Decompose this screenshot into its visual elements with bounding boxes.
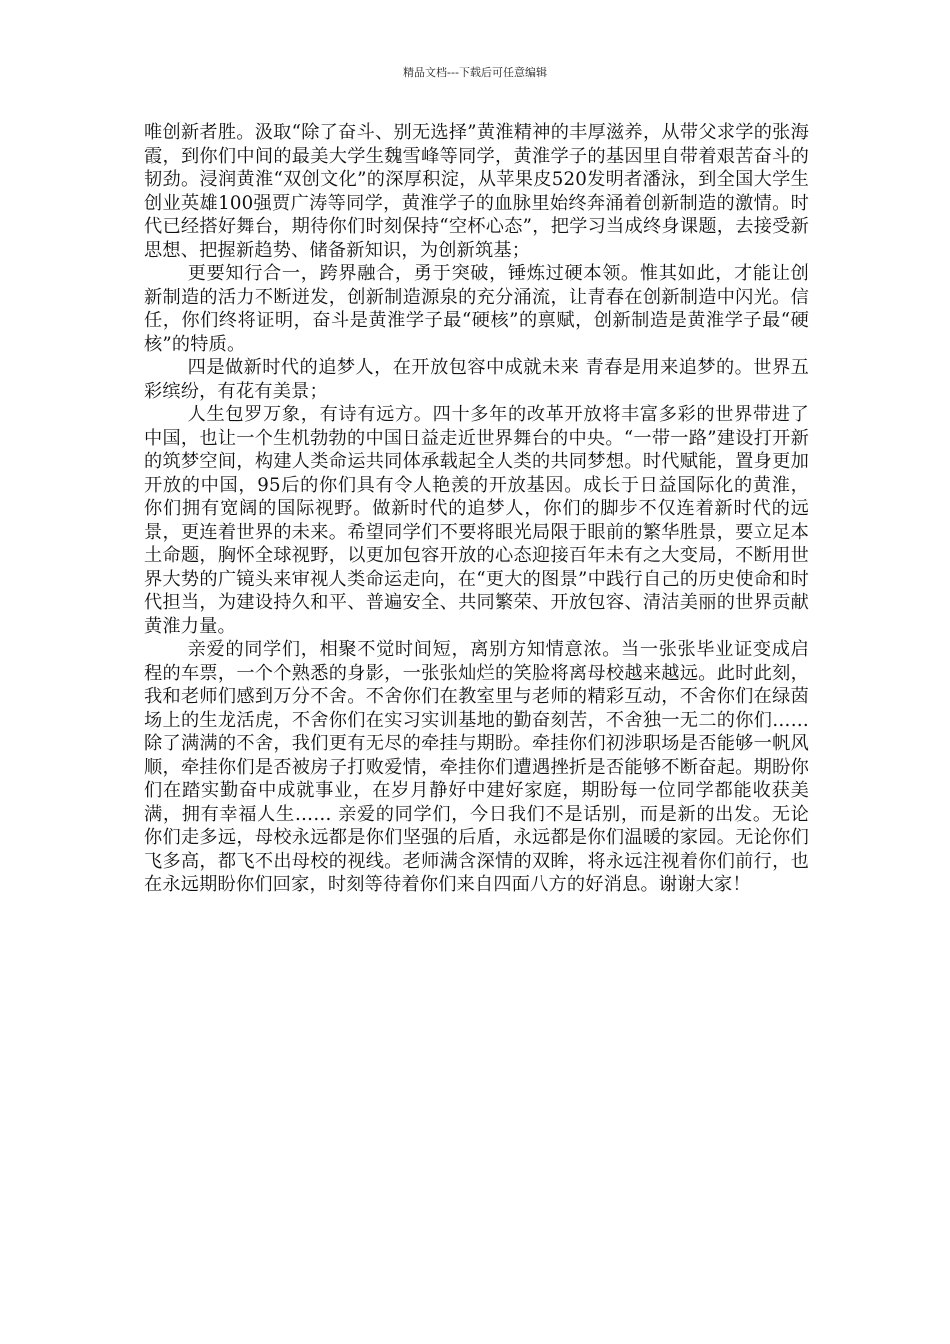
paragraph-4: 人生包罗万象，有诗有远方。四十多年的改革开放将丰富多彩的世界带进了中国，也让一个生机勃勃的中国日益走近世界舞台的中央。“一带一路”建设打开新的筑梦空间，构建人类命运共同体承载起全人类的共同梦想。时代赋能，置身更加开放的中国，95后的你们具有令人艳羡的开放基因。成长于日益国际化的黄淮，你们拥有宽阔的国际视野。做新时代的追梦人，你们的脚步不仅连着新时代的远景，更连着世界的未来。希望同学们不要将眼光局限于眼前的繁华胜景，要立足本土命题，胸怀全球视野，以更加包容开放的心态迎接百年未有之大变局，不断用世界大势的广镜头来审视人类命运走向，在“更大的图景”中践行自己的历史使命和时代担当，为建设持久和平、普遍安全、共同繁荣、开放包容、清洁美丽的世界贡献黄淮力量。	[144, 404, 809, 637]
paragraph-1: 唯创新者胜。汲取“除了奋斗、别无选择”黄淮精神的丰厚滋养，从带父求学的张海霞，到你们中间的最美大学生魏雪峰等同学，黄淮学子的基因里自带着艰苦奋斗的韧劲。浸润黄淮“双创文化”的深厚积淀，从苹果皮520发明者潘泳，到全国大学生创业英雄100强贾广涛等同学，黄淮学子的血脉里始终奔涌着创新制造的激情。时代已经搭好舞台，期待你们时刻保持“空杯心态”，把学习当成终身课题，去接受新思想、把握新趋势、储备新知识，为创新筑基；	[144, 122, 809, 261]
document-body	[144, 121, 809, 897]
paragraph-2: 更要知行合一，跨界融合，勇于突破，锤炼过硬本领。惟其如此，才能让创新制造的活力不断迸发，创新制造源泉的充分涌流，让青春在创新制造中闪光。信任，你们终将证明，奋斗是黄淮学子最“硬核”的禀赋，创新制造是黄淮学子最“硬核”的特质。	[144, 263, 809, 355]
paragraph-5: 亲爱的同学们，相聚不觉时间短，离别方知情意浓。当一张张毕业证变成启程的车票，一个个熟悉的身影，一张张灿烂的笑脸将离母校越来越远。此时此刻，我和老师们感到万分不舍。不舍你们在教室里与老师的精彩互动，不舍你们在绿茵场上的生龙活虎，不舍你们在实习实训基地的勤奋刻苦，不舍独一无二的你们……除了满满的不舍，我们更有无尽的牵挂与期盼。牵挂你们初涉职场是否能够一帆风顺，牵挂你们是否被房子打败爱情，牵挂你们遭遇挫折是否能够不断奋起。期盼你们在踏实勤奋中成就事业，在岁月静好中建好家庭，期盼每一位同学都能收获美满，拥有幸福人生…… 亲爱的同学们，今日我们不是话别，而是新的出发。无论你们走多远，母校永远都是你们坚强的后盾，永远都是你们温暖的家园。无论你们飞多高，都飞不出母校的视线。老师满含深情的双眸，将永远注视着你们前行，也在永远期盼你们回家，时刻等待着你们来自四面八方的好消息。谢谢大家！	[144, 639, 809, 895]
paragraph-3: 四是做新时代的追梦人，在开放包容中成就未来 青春是用来追梦的。世界五彩缤纷，有花有美景；	[144, 357, 809, 402]
page-header: 精品文档---下载后可任意编辑	[403, 66, 547, 79]
